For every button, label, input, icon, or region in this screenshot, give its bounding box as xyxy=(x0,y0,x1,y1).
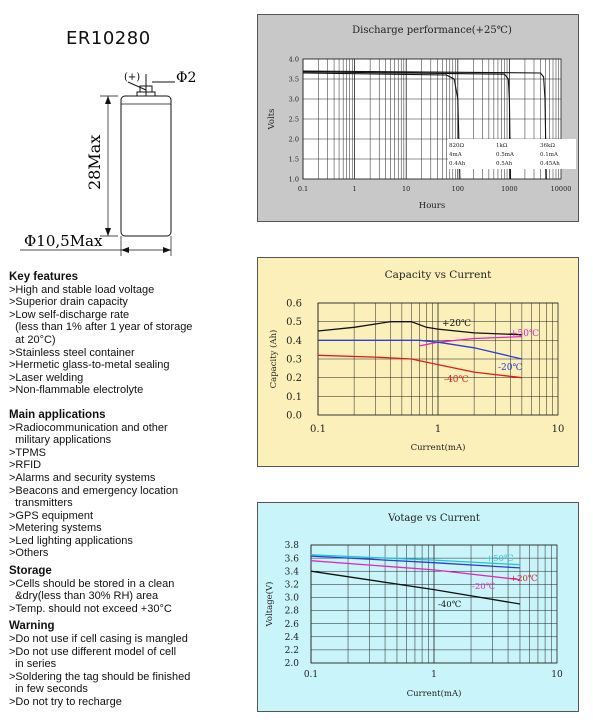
voltage-vs-current-chart xyxy=(258,503,578,711)
x-tick-label: 0.1 xyxy=(297,185,309,193)
section-heading: Storage xyxy=(9,565,52,578)
chart-title: Votage vs Current xyxy=(388,513,480,524)
section-item: >Low self-discharge rate xyxy=(9,308,130,321)
section-item: military applications xyxy=(9,434,112,447)
section-item: >Hermetic glass-to-metal sealing xyxy=(9,359,170,372)
section-item: &dry(less than 30% RH) area xyxy=(9,590,159,603)
x-tick-label: 1000 xyxy=(501,185,518,193)
series-annotation: +20℃ xyxy=(442,319,472,329)
y-tick-label: 2.6 xyxy=(284,619,299,630)
y-tick-label: 1.0 xyxy=(288,175,299,184)
y-tick-label: 3.6 xyxy=(284,554,299,565)
y-tick-label: 2.8 xyxy=(284,606,299,617)
section-item: >Cells should be stored in a clean xyxy=(9,577,175,590)
y-tick-label: 3.2 xyxy=(284,580,299,591)
series-annotation: -20℃ xyxy=(498,363,523,373)
legend-table-cell: 0.45Ah xyxy=(540,161,560,167)
legend-table-cell: 0.5Ah xyxy=(496,161,513,167)
section-item: >Do not use if cell casing is mangled xyxy=(9,633,188,646)
y-tick-label: 2.0 xyxy=(288,135,299,144)
legend-table-cell: 1kΩ xyxy=(496,143,508,149)
section-heading: Main applications xyxy=(9,408,106,421)
section-item: >Non-flammable electrolyte xyxy=(9,384,144,397)
section-item: >TPMS xyxy=(9,446,46,459)
section-item: >Do not use different model of cell xyxy=(9,645,177,658)
section-item: >High and stable load voltage xyxy=(9,283,155,296)
voltage-vs-current-panel xyxy=(257,502,579,712)
y-tick-label: 0.4 xyxy=(286,335,302,347)
x-tick-label: 100 xyxy=(451,185,465,193)
discharge-performance-panel xyxy=(257,14,579,222)
tab-diameter-label: Φ2 xyxy=(176,70,197,86)
section-item: >Metering systems xyxy=(9,522,102,535)
y-tick-label: 3.5 xyxy=(288,75,299,84)
y-tick-label: 0.5 xyxy=(286,317,302,329)
x-tick-label: 10 xyxy=(402,185,411,193)
y-tick-label: 3.4 xyxy=(284,567,299,578)
section-item: >GPS equipment xyxy=(9,509,94,522)
polarity-label: (+) xyxy=(124,72,141,83)
cell-dimension-drawing xyxy=(0,60,240,260)
section-item: >Stainless steel container xyxy=(9,346,135,359)
section-item: >Alarms and security systems xyxy=(9,471,156,484)
section-spacer xyxy=(9,397,254,409)
capacity-vs-current-chart xyxy=(258,258,578,466)
y-tick-label: 2.4 xyxy=(284,632,299,643)
x-tick-label: 1 xyxy=(431,670,437,680)
section-item: >Beacons and emergency location xyxy=(9,484,179,497)
x-axis-label: Current(mA) xyxy=(406,689,462,699)
y-tick-label: 0.2 xyxy=(286,373,302,385)
y-tick-label: 0.3 xyxy=(286,354,302,366)
y-tick-label: 3.0 xyxy=(288,95,299,104)
x-tick-label: 10 xyxy=(551,670,563,680)
series-annotation: -40℃ xyxy=(438,600,462,610)
chart-title: Capacity vs Current xyxy=(384,269,492,281)
section-item: >Superior drain capacity xyxy=(9,296,128,309)
section-item: >Others xyxy=(9,547,49,560)
section-item: >Led lighting applications xyxy=(9,534,133,547)
y-axis-label: Voltage(V) xyxy=(265,581,275,627)
section-item: transmitters xyxy=(9,497,73,510)
x-tick-label: 10000 xyxy=(550,185,572,193)
y-tick-label: 0.1 xyxy=(286,391,302,403)
x-tick-label: 1 xyxy=(434,424,442,435)
x-axis-label: Current(mA) xyxy=(410,443,466,453)
series-annotation: -40℃ xyxy=(444,375,469,385)
section-heading: Warning xyxy=(9,620,55,633)
section-item: >RFID xyxy=(9,459,42,472)
features-text xyxy=(9,271,254,709)
section-item: at 20°C) xyxy=(9,333,56,346)
x-axis-label: Hours xyxy=(418,201,446,211)
y-tick-label: 2.0 xyxy=(284,659,299,670)
product-model-title: ER10280 xyxy=(66,28,151,49)
chart-title: Discharge performance(+25℃) xyxy=(352,25,512,36)
capacity-vs-current-panel xyxy=(257,257,579,467)
legend-table-cell: 0.5mA xyxy=(496,152,514,158)
diameter-dimension-label: Φ10,5Max xyxy=(24,232,103,250)
legend-table-cell: 820Ω xyxy=(449,143,465,149)
y-tick-label: 3.8 xyxy=(284,541,299,552)
x-tick-label: 1 xyxy=(352,185,357,193)
y-tick-label: 3.0 xyxy=(284,593,299,604)
section-item: in few seconds xyxy=(9,683,88,696)
section-item: >Do not try to recharge xyxy=(9,696,122,708)
x-tick-label: 0.1 xyxy=(310,424,326,435)
x-tick-label: 10 xyxy=(551,424,565,435)
section-item: >Temp. should not exceed +30°C xyxy=(9,602,172,615)
series-annotation: +50℃ xyxy=(486,554,514,564)
section-heading: Key features xyxy=(9,271,79,283)
y-tick-label: 1.5 xyxy=(288,155,299,164)
section-item: >Laser welding xyxy=(9,371,84,384)
legend-table-cell: 4mA xyxy=(449,152,462,158)
series-annotation: +50℃ xyxy=(510,329,540,339)
legend-table-cell: 0.4Ah xyxy=(449,161,466,167)
y-axis-label: Capacity (Ah) xyxy=(269,329,279,389)
y-tick-label: 2.2 xyxy=(284,646,299,657)
section-item: >Soldering the tag should be finished xyxy=(9,670,191,683)
y-tick-label: 2.5 xyxy=(288,115,299,124)
x-tick-label: 0.1 xyxy=(303,670,319,680)
section-item: (less than 1% after 1 year of storage xyxy=(9,321,193,334)
series-annotation: -20℃ xyxy=(472,582,496,592)
legend-table-cell: 0.1mA xyxy=(540,152,558,158)
y-tick-label: 0.6 xyxy=(286,298,302,310)
y-tick-label: 4.0 xyxy=(288,55,299,64)
section-item: in series xyxy=(9,658,57,671)
series-annotation: +20℃ xyxy=(510,574,538,584)
legend-table-cell: 36kΩ xyxy=(540,143,555,149)
discharge-performance-chart xyxy=(258,15,578,221)
section-item: >Radiocommunication and other xyxy=(9,421,168,434)
height-dimension-label: 28Max xyxy=(85,134,104,190)
y-axis-label: Volts xyxy=(267,108,277,130)
y-tick-label: 0.0 xyxy=(286,410,302,422)
